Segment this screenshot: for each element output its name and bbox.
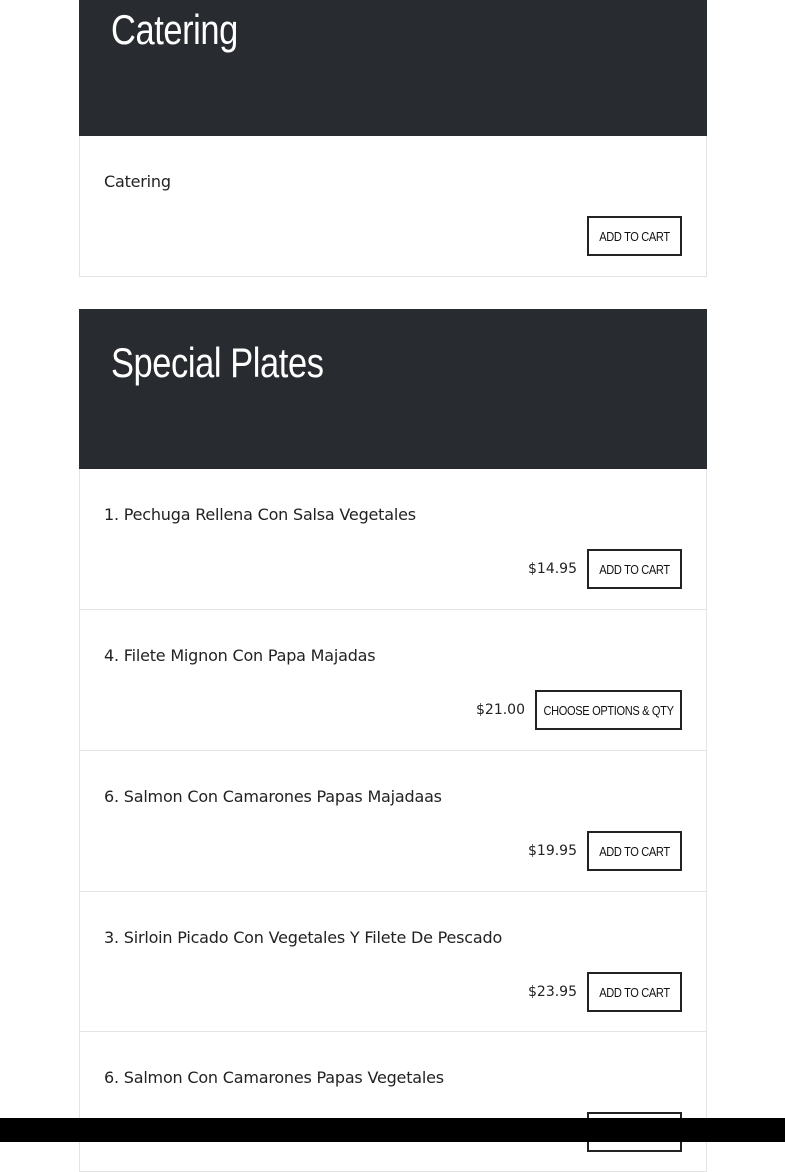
menu-item (79, 136, 707, 277)
special-plates-section (79, 309, 707, 1172)
menu-item (79, 892, 707, 1032)
item-name: 6. Salmon Con Camarones Papas Majadaas (104, 787, 442, 806)
item-price: $21.00 (476, 702, 525, 718)
item-name: 3. Sirloin Picado Con Vegetales Y Filete De Pescado (104, 928, 503, 947)
menu-item (79, 469, 707, 610)
choose-options-button[interactable]: CHOOSE OPTIONS & QTY (535, 690, 682, 730)
catering-banner (79, 0, 707, 136)
item-actions (528, 549, 682, 589)
section-title: Special Plates (111, 339, 324, 386)
item-actions (587, 216, 682, 256)
menu-item (79, 610, 707, 751)
item-name: 1. Pechuga Rellena Con Salsa Vegetales (104, 505, 416, 524)
add-to-cart-button[interactable]: ADD TO CART (587, 216, 682, 256)
item-name: 4. Filete Mignon Con Papa Majadas (104, 646, 376, 665)
item-price: $14.95 (528, 561, 577, 577)
section-title: Catering (111, 6, 238, 53)
menu-item (79, 751, 707, 892)
menu-item (79, 1032, 707, 1172)
bottom-bar (0, 1118, 785, 1142)
add-to-cart-button[interactable]: ADD TO CART (587, 972, 682, 1012)
item-price: $23.95 (528, 984, 577, 1000)
add-to-cart-button[interactable]: ADD TO CART (587, 831, 682, 871)
catering-section (79, 0, 707, 277)
add-to-cart-button[interactable]: ADD TO CART (587, 549, 682, 589)
item-actions (528, 831, 682, 871)
item-actions (528, 972, 682, 1012)
item-price: $19.95 (528, 843, 577, 859)
item-actions (476, 690, 682, 730)
special-plates-banner (79, 309, 707, 469)
item-name: 6. Salmon Con Camarones Papas Vegetales (104, 1068, 444, 1087)
item-name: Catering (104, 172, 171, 191)
